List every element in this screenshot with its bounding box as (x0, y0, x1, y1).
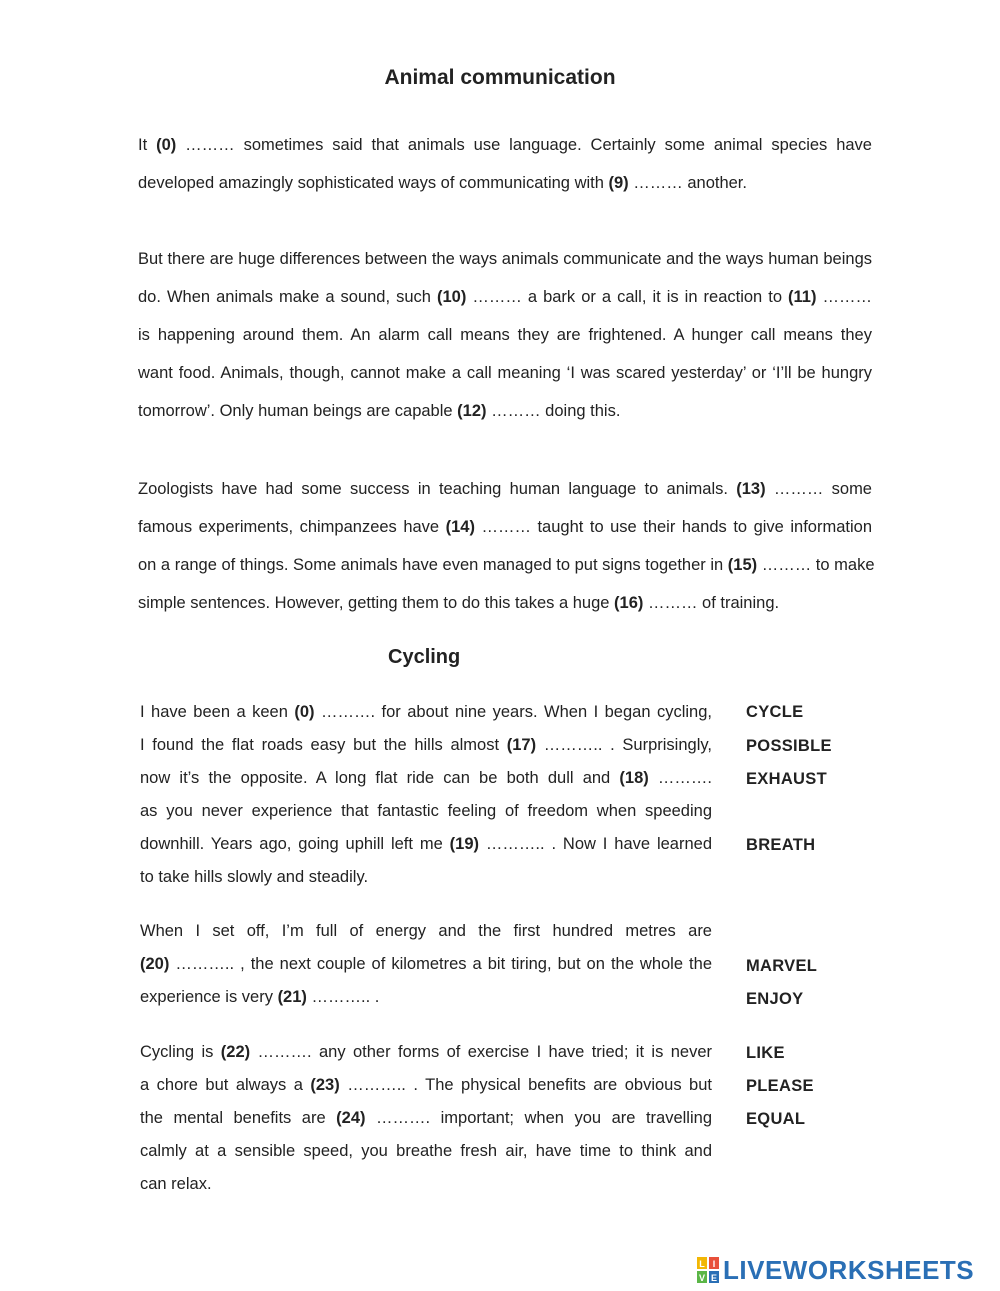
text-segment: can relax. (140, 1175, 212, 1193)
text-segment: It (138, 136, 157, 154)
gap-number: (20) (140, 955, 170, 973)
text-line (138, 584, 872, 622)
text-segment: Zoologists have had some success in teaching human language to animals. (138, 480, 737, 498)
text-segment: famous experiments, chimpanzees have (138, 518, 446, 536)
text-segment: the mental benefits are (140, 1109, 337, 1127)
text-line (140, 696, 712, 729)
text-line (138, 354, 872, 392)
text-segment: ……… sometimes said that animals use language. Certainly some animal species have (176, 136, 872, 154)
logo-mark-letter-e: E (710, 1273, 718, 1283)
text-line (140, 915, 712, 948)
cycling-block-2 (140, 915, 712, 1014)
text-segment: calmly at a sensible speed, you breathe fresh air, have time to think and (140, 1142, 712, 1160)
text-segment: I found the flat roads easy but the hills almost (140, 736, 507, 754)
gap-number: (24) (336, 1109, 366, 1127)
text-segment: ……….. , the next couple of kilometres a bit tiring, but on the whole the (169, 955, 712, 973)
liveworksheets-logo-text: LIVEWORKSHEETS (723, 1254, 975, 1285)
text-line (138, 240, 872, 278)
text-line (140, 1069, 712, 1102)
text-segment: is happening around them. An alarm call means they are frightened. A hunger call means they (138, 326, 872, 344)
liveworksheets-logo-icon (697, 1257, 719, 1283)
text-segment: But there are huge differences between the ways animals communicate and the ways human beings (138, 250, 872, 268)
text-segment: do. When animals make a sound, such (138, 288, 437, 306)
gap-number: (9) (608, 174, 629, 192)
text-segment: ………. important; when you are travelling (365, 1109, 712, 1127)
text-segment: simple sentences. However, getting them to do this takes a huge (138, 594, 615, 612)
gap-number: (22) (220, 1043, 251, 1061)
text-segment: ……… another. (628, 174, 747, 192)
text-segment: ………. for about nine years. When I began cycling, (314, 703, 712, 721)
text-segment: ………. any other forms of exercise I have tried; it is never (250, 1043, 712, 1061)
text-segment: tomorrow’. Only human beings are capable (138, 402, 458, 420)
text-line (138, 392, 872, 430)
gap-number: (15) (727, 556, 758, 574)
text-segment: experience is very (140, 988, 278, 1006)
keyword-enjoy: ENJOY (746, 990, 804, 1008)
text-segment: ……….. . (306, 988, 380, 1006)
gap-number: (0) (294, 703, 315, 721)
text-line (140, 729, 712, 762)
text-segment: as you never experience that fantastic feeling of freedom when speeding (140, 802, 712, 820)
text-line (140, 948, 712, 981)
keyword-like: LIKE (746, 1044, 785, 1062)
gap-number: (21) (277, 988, 307, 1006)
logo-mark-letter-v: V (698, 1273, 706, 1283)
text-line (140, 861, 712, 894)
text-segment: ……… some (765, 480, 872, 498)
text-segment: When I set off, I’m full of energy and the first hundred metres are (140, 922, 712, 940)
text-segment: a chore but always a (140, 1076, 311, 1094)
cycling-block-1 (140, 696, 712, 894)
keyword-possible: POSSIBLE (746, 737, 832, 755)
gap-number: (11) (788, 288, 817, 306)
gap-number: (12) (457, 402, 487, 420)
text-line (140, 1168, 712, 1201)
text-segment: ……… of training. (643, 594, 780, 612)
keyword-equal: EQUAL (746, 1110, 806, 1128)
text-segment: ……… a bark or a call, it is in reaction to (466, 288, 789, 306)
text-segment: ……… doing this. (486, 402, 621, 420)
paragraph-2 (138, 240, 872, 430)
text-segment: ……… taught to use their hands to give information (474, 518, 872, 536)
keyword-marvel: MARVEL (746, 957, 818, 975)
text-segment: to take hills slowly and steadily. (140, 868, 369, 886)
text-line (138, 278, 872, 316)
text-line (140, 1135, 712, 1168)
text-line (140, 981, 712, 1014)
text-segment: downhill. Years ago, going uphill left me (140, 835, 450, 853)
section-title-cycling: Cycling (388, 646, 461, 668)
text-line (138, 164, 872, 202)
text-segment: ……… (816, 288, 873, 306)
keyword-please: PLEASE (746, 1077, 814, 1095)
text-line (138, 546, 875, 584)
text-segment: ……….. . Now I have learned (479, 835, 712, 853)
text-line (140, 1036, 712, 1069)
text-segment: ……….. . The physical benefits are obvious but (339, 1076, 712, 1094)
keyword-exhaust: EXHAUST (746, 770, 827, 788)
text-segment: ………. (648, 769, 713, 787)
text-line (138, 470, 872, 508)
paragraph-3 (138, 470, 875, 622)
text-segment: on a range of things. Some animals have even managed to put signs together in (138, 556, 728, 574)
gap-number: (16) (614, 594, 644, 612)
text-segment: ……….. . Surprisingly, (536, 736, 712, 754)
liveworksheets-logo[interactable] (697, 1255, 974, 1285)
gap-number: (14) (445, 518, 475, 536)
text-segment: want food. Animals, though, cannot make a call meaning ‘I was scared yesterday’ or ‘I’ll be hungry (138, 364, 872, 382)
gap-number: (13) (736, 480, 766, 498)
gap-number: (0) (156, 136, 177, 154)
cycling-block-3 (140, 1036, 712, 1201)
logo-mark-letter-i: I (712, 1259, 716, 1269)
text-segment: I have been a keen (140, 703, 295, 721)
text-line (140, 762, 712, 795)
text-line (138, 126, 872, 164)
text-segment: developed amazingly sophisticated ways of communicating with (138, 174, 609, 192)
gap-number: (10) (436, 288, 467, 306)
section-title-animal-communication: Animal communication (384, 66, 616, 89)
text-line (140, 828, 712, 861)
text-line (138, 508, 872, 546)
keyword-cycle: CYCLE (746, 703, 804, 721)
text-segment: ……… to make (757, 556, 875, 574)
paragraph-1 (138, 126, 872, 202)
gap-number: (17) (506, 736, 537, 754)
text-segment: Cycling is (140, 1043, 221, 1061)
text-line (140, 795, 712, 828)
gap-number: (18) (619, 769, 649, 787)
text-line (140, 1102, 712, 1135)
gap-number: (19) (449, 835, 479, 853)
text-segment: now it’s the opposite. A long flat ride can be both dull and (140, 769, 620, 787)
text-line (138, 316, 872, 354)
gap-number: (23) (310, 1076, 340, 1094)
logo-mark-letter-l: L (699, 1259, 705, 1269)
keyword-breath: BREATH (746, 836, 816, 854)
